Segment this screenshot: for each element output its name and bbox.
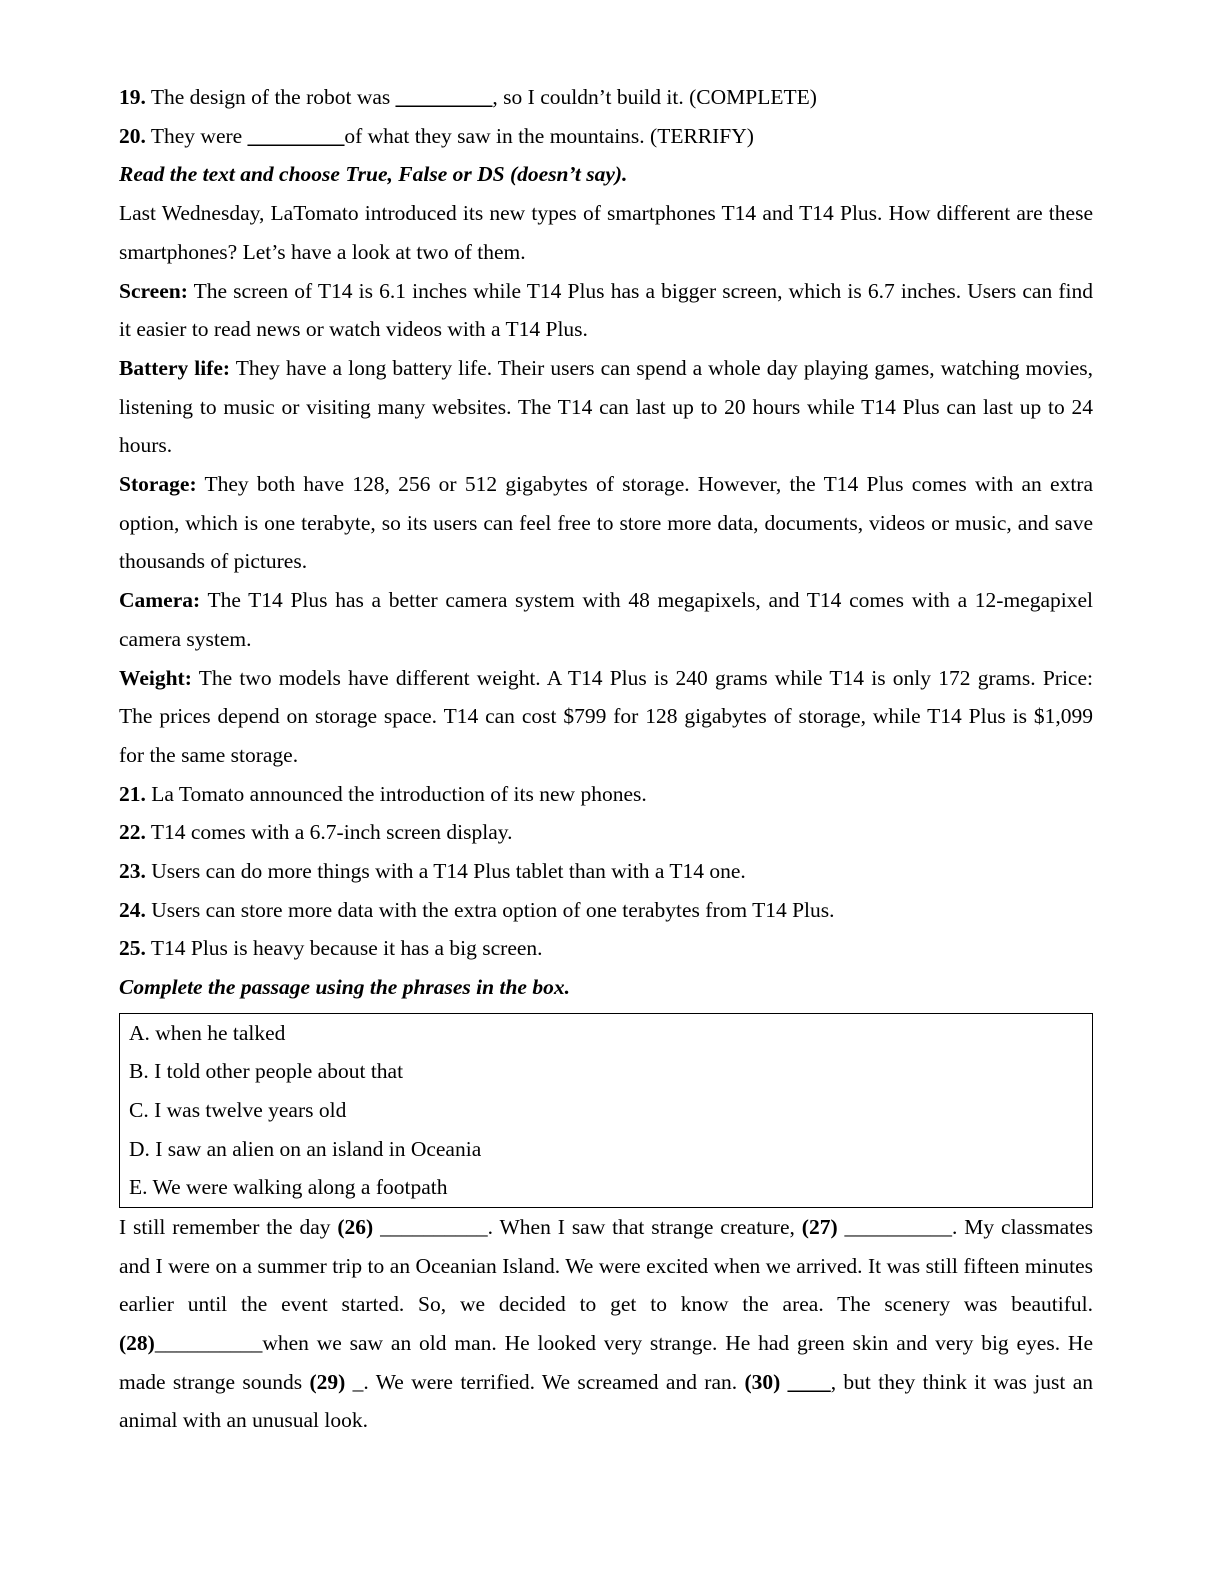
passage-text: . We were terrified. We screamed and ran. bbox=[363, 1369, 745, 1394]
worksheet-page bbox=[119, 78, 1093, 1440]
answer-blank-27[interactable]: __________ bbox=[837, 1214, 953, 1239]
question-number: 21. bbox=[119, 781, 146, 806]
gap-number-28: (28) bbox=[119, 1330, 155, 1355]
reading-instruction: Read the text and choose True, False or DS (doesn’t say). bbox=[119, 162, 628, 187]
question-text: They were bbox=[145, 123, 248, 148]
paragraph-text: The T14 Plus has a better camera system with 48 megapixels, and T14 comes with a 12-megapixel camera system. bbox=[119, 588, 1093, 651]
statement-text: La Tomato announced the introduction of its new phones. bbox=[145, 781, 647, 806]
paragraph-text: They have a long battery life. Their users can spend a whole day playing games, watching movies, listening to music or visiting many websites. The T14 can last up to 20 hours while T14 Plus can last up to 24 hours. bbox=[119, 355, 1093, 458]
phrase-option-e: E. We were walking along a footpath bbox=[129, 1175, 448, 1200]
question-number: 19. bbox=[119, 85, 146, 109]
paragraph-text: They both have 128, 256 or 512 gigabytes of storage. However, the T14 Plus comes with an extra option, which is one terabyte, so its users can feel free to store more data, documents, videos or music, and save thousands of pictures. bbox=[119, 472, 1093, 574]
answer-blank-29[interactable]: _ bbox=[345, 1369, 364, 1394]
statement-text: Users can store more data with the extra option of one terabytes from T14 Plus. bbox=[145, 897, 835, 922]
statement-23 bbox=[119, 852, 1093, 891]
reading-screen-paragraph bbox=[119, 272, 1093, 349]
phrase-box bbox=[119, 1013, 1093, 1208]
reading-intro: Last Wednesday, LaTomato introduced its new types of smartphones T14 and T14 Plus. How different are these smartphones? Let’s have a look at two of them. bbox=[119, 201, 1093, 264]
statement-24 bbox=[119, 891, 1093, 930]
passage-instruction: Complete the passage using the phrases in the box. bbox=[119, 975, 570, 1000]
reading-camera-paragraph bbox=[119, 581, 1093, 658]
gap-number-27: (27) bbox=[801, 1214, 838, 1239]
answer-blank-30[interactable]: ____ bbox=[780, 1369, 831, 1394]
question-number: 20. bbox=[119, 123, 146, 148]
section-label: Storage: bbox=[119, 472, 197, 497]
question-text: of what they saw in the mountains. (TERRIFY) bbox=[344, 123, 754, 148]
passage-text: when we saw an old man. He looked very strange. He had green skin and very big eyes. He made strange sounds bbox=[119, 1330, 1093, 1394]
section-label: Camera: bbox=[119, 588, 201, 613]
answer-blank[interactable]: _________ bbox=[395, 85, 493, 109]
gap-number-30: (30) bbox=[744, 1369, 781, 1394]
question-number: 24. bbox=[119, 897, 146, 922]
paragraph-text: The two models have different weight. A T14 Plus is 240 grams while T14 is only 172 grams. Price: The prices depend on storage space. T14 can cost $799 for 128 gigabytes of storage, while T14 Plus is $1,099 for the same storage. bbox=[119, 665, 1093, 767]
question-number: 23. bbox=[119, 859, 146, 884]
phrase-option-d: D. I saw an alien on an island in Oceania bbox=[129, 1136, 482, 1161]
question-20 bbox=[119, 117, 1093, 156]
reading-storage-paragraph bbox=[119, 465, 1093, 581]
answer-blank-28[interactable]: __________ bbox=[154, 1330, 263, 1355]
statement-text: T14 Plus is heavy because it has a big screen. bbox=[145, 936, 543, 961]
passage-text: , but they think it was just an animal with an unusual look. bbox=[119, 1369, 1093, 1433]
question-number: 22. bbox=[119, 820, 146, 845]
question-number: 25. bbox=[119, 936, 146, 961]
statement-22 bbox=[119, 813, 1093, 852]
paragraph-text: The screen of T14 is 6.1 inches while T14 Plus has a bigger screen, which is 6.7 inches. Users can find it easier to read news or watch videos with a T14 Plus. bbox=[119, 278, 1093, 342]
phrase-option-a: A. when he talked bbox=[129, 1020, 286, 1045]
cloze-passage bbox=[119, 1208, 1093, 1440]
phrase-option-c: C. I was twelve years old bbox=[129, 1098, 347, 1123]
gap-number-26: (26) bbox=[337, 1214, 374, 1239]
passage-text: . When I saw that strange creature, bbox=[487, 1214, 802, 1239]
statement-21 bbox=[119, 775, 1093, 814]
reading-battery-paragraph bbox=[119, 349, 1093, 465]
statement-25 bbox=[119, 929, 1093, 968]
passage-text: I still remember the day bbox=[119, 1214, 338, 1239]
section-label: Screen: bbox=[119, 278, 188, 303]
section-label: Battery life: bbox=[119, 355, 231, 380]
answer-blank-26[interactable]: __________ bbox=[373, 1214, 488, 1239]
passage-text: . My classmates and I were on a summer trip to an Oceanian Island. We were excited when we arrived. It was still fifteen minutes earlier until the event started. So, we decided to get to know the area. The scenery was beautiful. bbox=[119, 1214, 1094, 1317]
phrase-option-b: B. I told other people about that bbox=[129, 1059, 404, 1084]
gap-number-29: (29) bbox=[309, 1369, 346, 1394]
question-text: , so I couldn’t build it. (COMPLETE) bbox=[492, 85, 817, 109]
reading-weight-paragraph bbox=[119, 659, 1093, 775]
section-label: Weight: bbox=[119, 665, 192, 690]
statement-text: T14 comes with a 6.7-inch screen display. bbox=[145, 820, 513, 845]
question-19 bbox=[119, 78, 1093, 117]
question-text: The design of the robot was bbox=[145, 85, 396, 109]
answer-blank[interactable]: _________ bbox=[247, 123, 345, 148]
statement-text: Users can do more things with a T14 Plus tablet than with a T14 one. bbox=[145, 859, 746, 884]
